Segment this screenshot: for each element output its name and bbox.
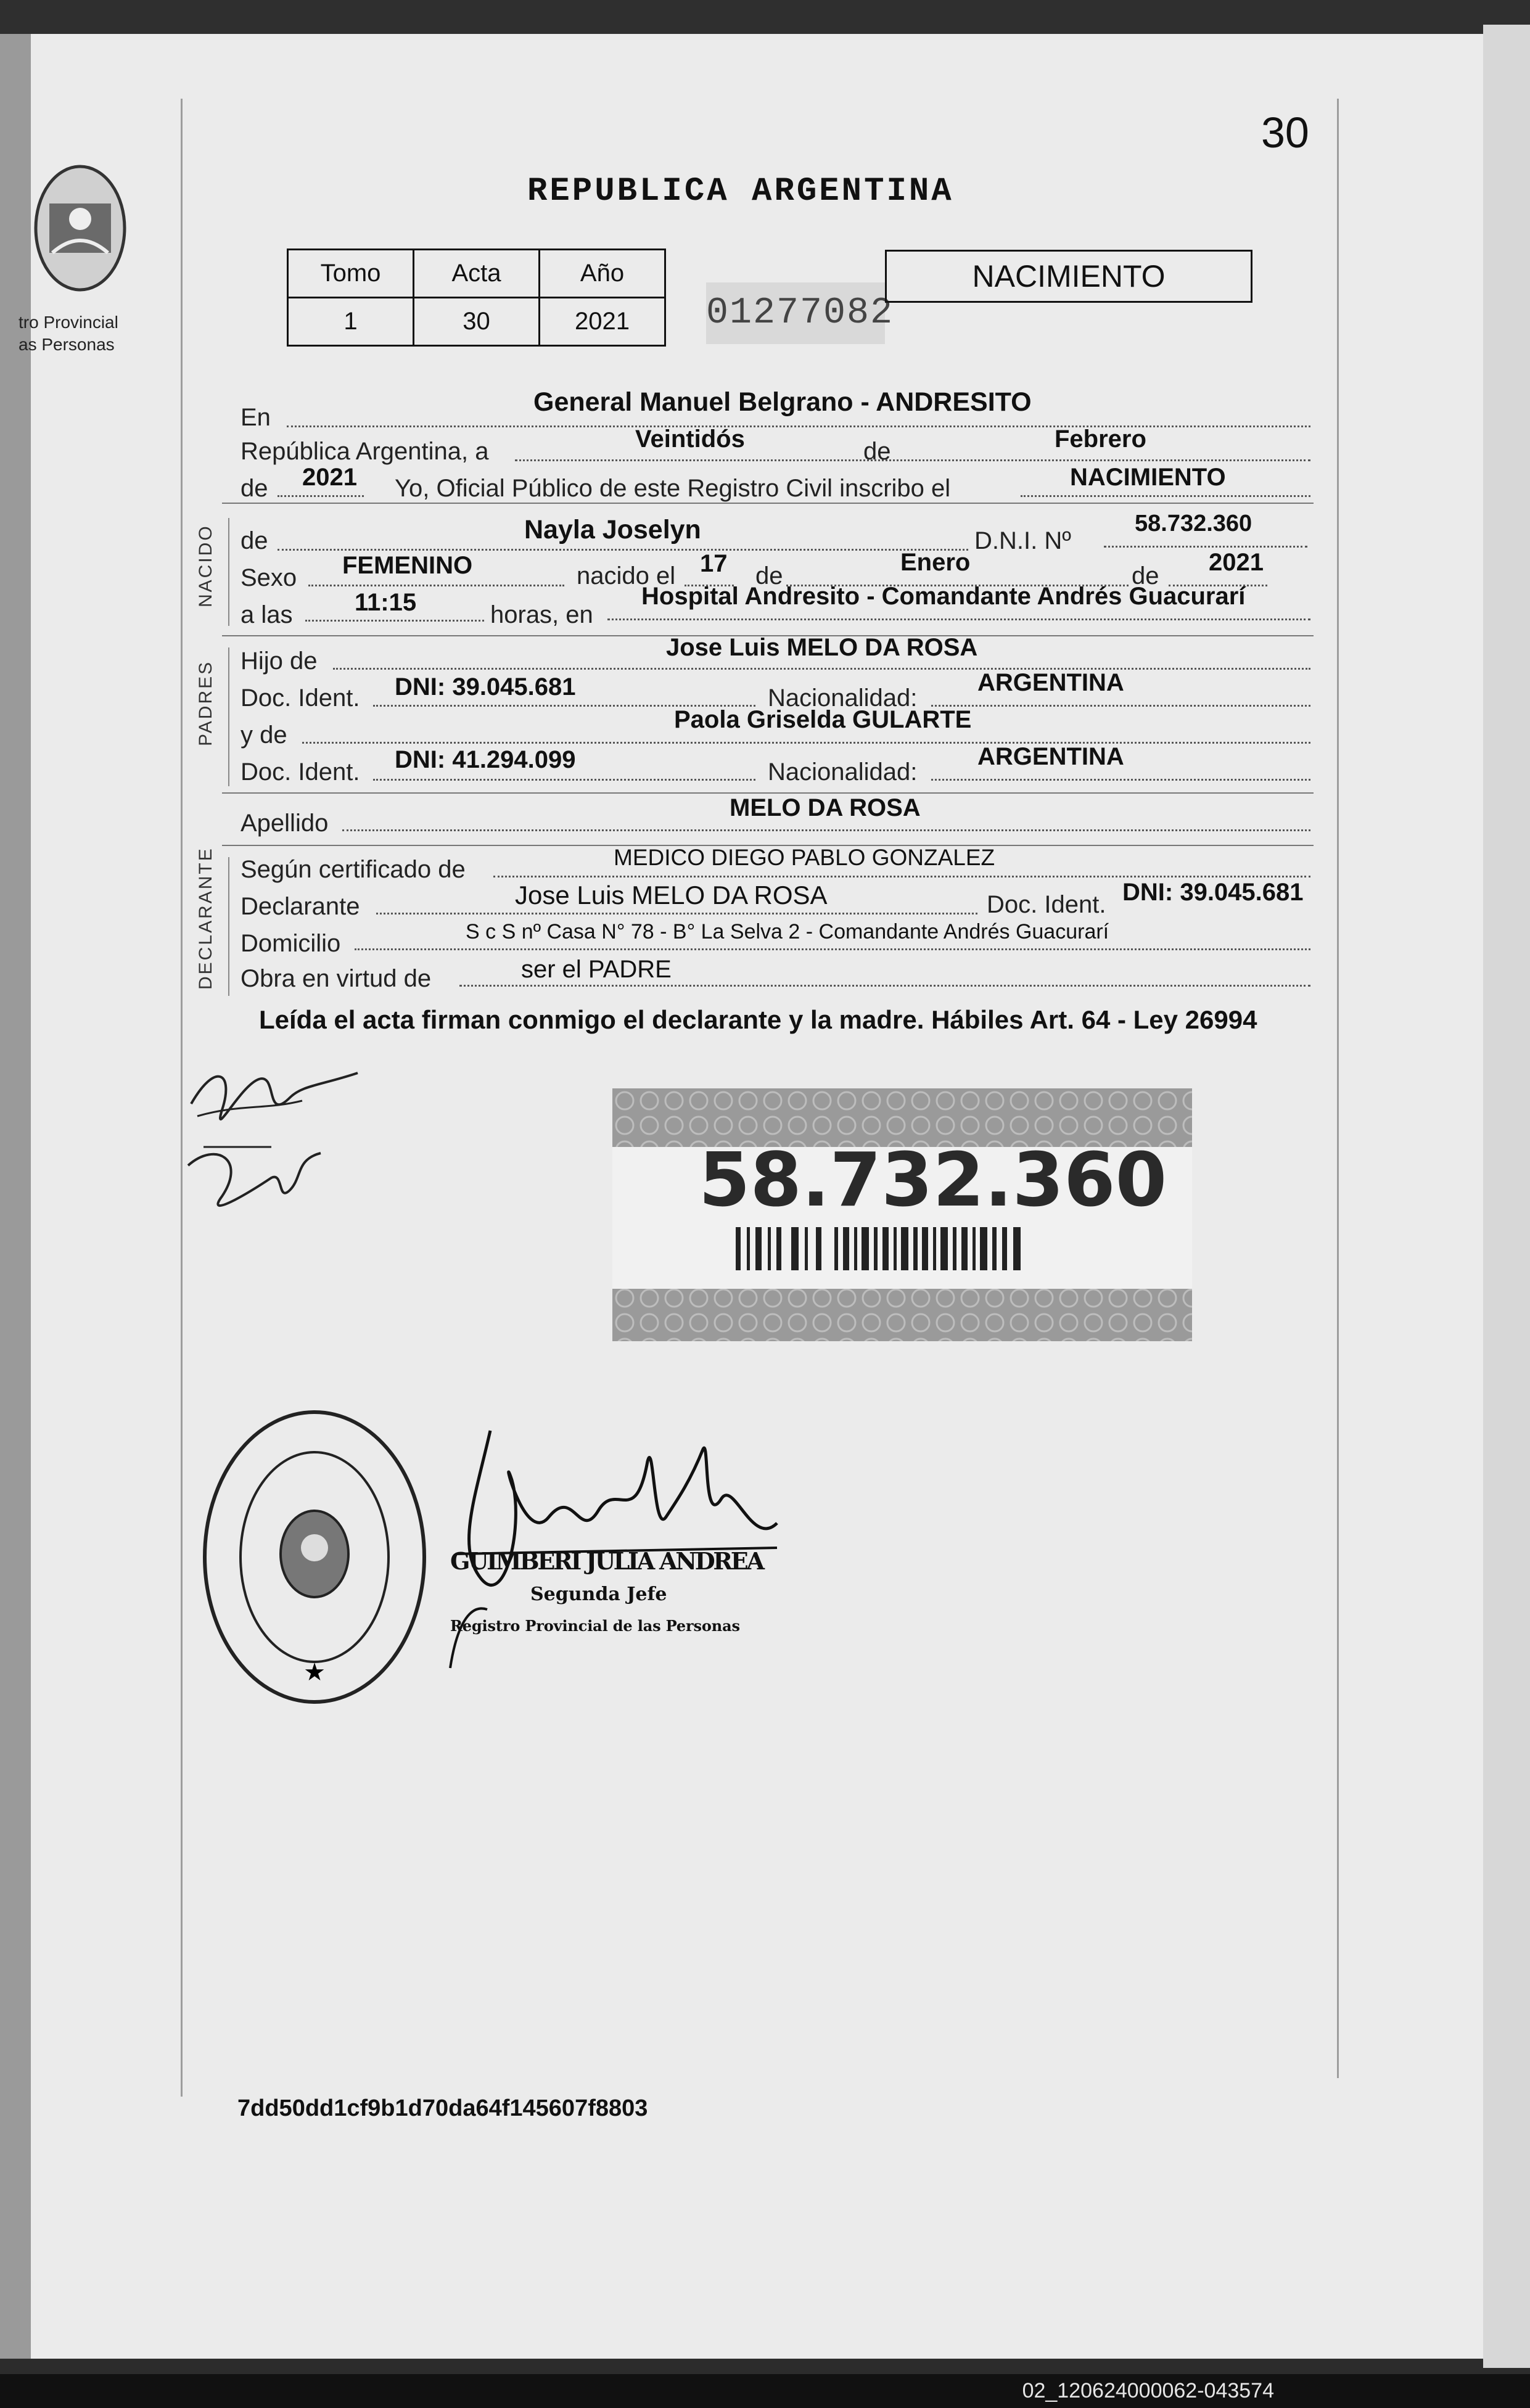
dotted-line <box>931 779 1310 781</box>
header-acta: Acta <box>414 250 540 298</box>
de-label: de <box>863 438 891 465</box>
handwritten-signatures-icon <box>179 1048 376 1233</box>
province-logo-icon <box>31 160 130 308</box>
dotted-line <box>376 913 977 914</box>
de-label: de <box>241 527 268 554</box>
page-title: REPUBLICA ARGENTINA <box>527 173 954 210</box>
section-label-nacido: NACIDO <box>195 524 216 607</box>
republica-label: República Argentina, a <box>241 438 489 465</box>
father-nationality: ARGENTINA <box>977 669 1124 696</box>
horas-label: horas, en <box>490 601 593 628</box>
en-label: En <box>241 404 271 431</box>
section-bar <box>228 857 229 996</box>
doc-ident-label: Doc. Ident. <box>987 891 1106 918</box>
child-name: Nayla Joselyn <box>524 515 701 544</box>
closing-statement: Leída el acta firman conmigo el declarante y la madre. Hábiles Art. 64 - Ley 26994 <box>259 1005 1257 1034</box>
child-sex: FEMENINO <box>342 552 473 579</box>
dotted-line <box>278 549 968 551</box>
mother-name: Paola Griselda GULARTE <box>674 706 972 733</box>
doc-ident-label: Doc. Ident. <box>241 684 360 712</box>
de-label: de <box>1132 562 1159 590</box>
id-number-card <box>612 1088 1192 1341</box>
dotted-line <box>278 495 364 497</box>
section-divider <box>222 503 1314 504</box>
registration-place: General Manuel Belgrano - ANDRESITO <box>533 387 1032 417</box>
section-divider <box>222 792 1314 794</box>
scan-footer <box>0 2374 1530 2408</box>
a-las-label: a las <box>241 601 293 628</box>
registration-day: Veintidós <box>635 425 745 453</box>
value-acta: 30 <box>414 298 540 346</box>
dotted-line <box>515 459 1310 461</box>
nacionalidad-label: Nacionalidad: <box>768 758 918 786</box>
birth-place: Hospital Andresito - Comandante Andrés Guacurarí <box>641 583 1246 610</box>
dotted-line <box>493 876 1310 877</box>
registration-year: 2021 <box>302 464 357 491</box>
page-number: 30 <box>1261 109 1309 157</box>
dotted-line <box>333 668 1310 670</box>
sexo-label: Sexo <box>241 564 297 591</box>
dotted-line <box>287 425 1310 427</box>
birth-day: 17 <box>700 550 728 577</box>
scan-left-edge <box>0 34 31 2359</box>
dotted-line <box>607 618 1310 620</box>
mother-document: DNI: 41.294.099 <box>395 746 576 773</box>
section-bar <box>228 518 229 626</box>
surname: MELO DA ROSA <box>730 794 921 821</box>
registry-seal-icon <box>197 1406 432 1708</box>
header-anio: Año <box>540 250 665 298</box>
doc-ident-label: Doc. Ident. <box>241 758 360 786</box>
apellido-label: Apellido <box>241 810 329 837</box>
scan-top-border <box>0 0 1530 34</box>
dotted-line <box>308 585 564 586</box>
control-number-tag: 01277082 <box>706 282 885 344</box>
de-label: de <box>241 475 268 502</box>
father-document: DNI: 39.045.681 <box>395 673 576 701</box>
mother-nationality: ARGENTINA <box>977 743 1124 770</box>
scan-right-edge <box>1483 25 1530 2368</box>
domicilio-label: Domicilio <box>241 930 341 957</box>
dotted-line <box>459 985 1310 987</box>
record-type-box: NACIMIENTO <box>885 250 1252 303</box>
section-bar <box>228 647 229 786</box>
section-label-declarante: DECLARANTE <box>195 847 216 990</box>
dotted-line <box>342 829 1310 831</box>
scan-image-id: 02_120624000062-043574 <box>1022 2379 1274 2402</box>
svg-text:★: ★ <box>303 1658 326 1687</box>
nacido-el-label: nacido el <box>577 562 676 590</box>
signer-role: Segunda Jefe <box>530 1584 667 1605</box>
dotted-line <box>373 779 755 781</box>
header-tomo: Tomo <box>288 250 414 298</box>
declarante-label: Declarante <box>241 893 360 920</box>
dotted-line <box>355 948 1310 950</box>
value-anio: 2021 <box>540 298 665 346</box>
birth-month: Enero <box>900 549 971 576</box>
hijo-de-label: Hijo de <box>241 647 318 675</box>
section-label-padres: PADRES <box>195 660 216 746</box>
signer-name: GUIMBERI JULIA ANDREA <box>450 1547 765 1575</box>
official-signature-icon <box>432 1424 802 1690</box>
registry-table <box>287 249 666 347</box>
signer-organization: Registro Provincial de las Personas <box>450 1617 740 1635</box>
value-tomo: 1 <box>288 298 414 346</box>
child-dni: 58.732.360 <box>1135 511 1252 536</box>
declarant-name: Jose Luis MELO DA ROSA <box>515 881 828 910</box>
birth-year: 2021 <box>1209 549 1264 576</box>
page-right-rule <box>1337 99 1339 2078</box>
dotted-line <box>305 620 484 622</box>
oficial-text: Yo, Oficial Público de este Registro Civil inscribo el <box>395 475 951 502</box>
logo-caption: tro Provincial as Personas <box>19 313 118 354</box>
dotted-line <box>1021 495 1310 497</box>
father-name: Jose Luis MELO DA ROSA <box>666 634 978 661</box>
birth-time: 11:15 <box>355 589 417 616</box>
obra-value: ser el PADRE <box>521 956 672 983</box>
nacionalidad-label: Nacionalidad: <box>768 684 918 712</box>
dni-label: D.N.I. Nº <box>974 527 1071 554</box>
certificate-issuer: MEDICO DIEGO PABLO GONZALEZ <box>614 845 995 870</box>
obra-label: Obra en virtud de <box>241 965 432 992</box>
dotted-line <box>931 705 1310 707</box>
dotted-line <box>302 742 1310 744</box>
id-card-number: 58.732.360 <box>699 1138 1167 1223</box>
inscribed-record: NACIMIENTO <box>1070 464 1226 491</box>
registration-month: Febrero <box>1055 425 1146 453</box>
y-de-label: y de <box>241 721 287 749</box>
certificado-label: Según certificado de <box>241 856 466 883</box>
declarant-document: DNI: 39.045.681 <box>1122 879 1304 906</box>
dotted-line <box>1104 546 1307 548</box>
de-label: de <box>755 562 783 590</box>
declarant-address: S c S nº Casa N° 78 - B° La Selva 2 - Comandante Andrés Guacurarí <box>466 920 1109 943</box>
document-hash: 7dd50dd1cf9b1d70da64f145607f8803 <box>237 2095 648 2121</box>
